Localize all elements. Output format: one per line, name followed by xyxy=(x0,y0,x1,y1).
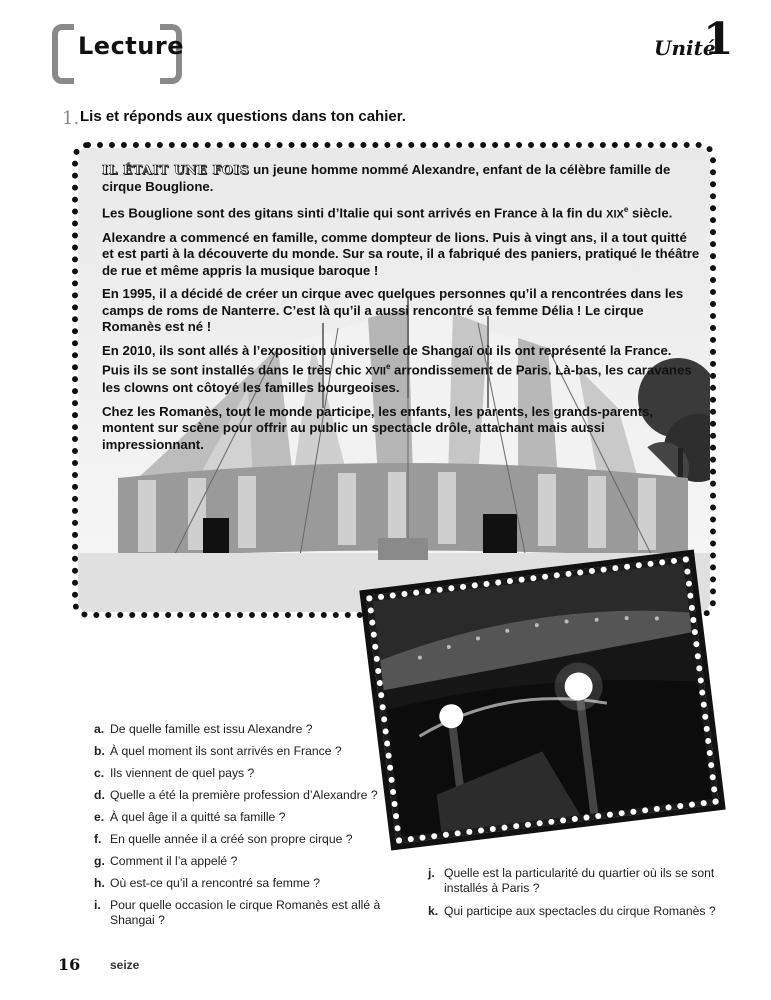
question-text: Comment il l’a appelé ? xyxy=(110,854,238,868)
question-letter: f. xyxy=(94,832,102,846)
story-paragraph xyxy=(102,162,702,195)
century-numeral: XVII xyxy=(365,365,386,378)
story-paragraph xyxy=(102,202,702,223)
question-text: Où est-ce qu’il a rencontré sa femme ? xyxy=(110,876,320,890)
story-text: siècle. xyxy=(628,205,673,221)
question-text: Pour quelle occasion le cirque Romanès est allé à Shangai ? xyxy=(110,898,381,927)
circus-interior-illustration xyxy=(373,563,713,837)
unit-number: 1 xyxy=(703,14,734,65)
question-text: En quelle année il a créé son propre cirque ? xyxy=(110,832,353,846)
circus-tent-photo xyxy=(72,142,716,618)
century-suffix: e xyxy=(623,205,629,214)
circus-interior-photo xyxy=(366,556,719,844)
unit-label: Unité xyxy=(654,36,716,60)
header-bracket-left xyxy=(52,24,74,84)
page-number: 16 xyxy=(58,955,81,974)
exercise-instruction: Lis et réponds aux questions dans ton cahier. xyxy=(80,108,406,125)
exercise-number: 1. xyxy=(62,108,80,129)
story-paragraph: Chez les Romanès, tout le monde participe, les enfants, les parents, les grands-parents, montent sur scène pour offrir au public un spectacle drôle, attachant mais aussi impressionnant. xyxy=(102,403,654,452)
tent-entrance xyxy=(203,518,229,558)
question-letter: b. xyxy=(94,744,105,758)
section-title: Lecture xyxy=(78,32,184,60)
story-text: arrondissement de Paris. Là-bas, les caravanes les clowns ont côtoyé les familles bourgeoises. xyxy=(102,362,692,396)
question-letter: d. xyxy=(94,788,105,802)
question-text: Qui participe aux spectacles du cirque Romanès ? xyxy=(444,904,716,918)
story-text: En 2010, ils sont allés à l’exposition universelle de Shangaï où ils ont représenté la France. Puis ils se sont installés dans le très chic xyxy=(102,342,672,378)
question-letter: c. xyxy=(94,766,105,780)
question-text: Ils viennent de quel pays ? xyxy=(110,766,255,780)
question-text: Quelle est la particularité du quartier où ils se sont installés à Paris ? xyxy=(444,866,715,895)
page-number-word: seize xyxy=(110,958,140,972)
question-letter: i. xyxy=(94,898,101,912)
story-lead: IL ÉTAIT UNE FOIS xyxy=(102,162,250,177)
crate xyxy=(378,538,428,560)
question-text: De quelle famille est issu Alexandre ? xyxy=(110,722,313,736)
story-paragraph: En 1995, il a décidé de créer un cirque avec quelques personnes qu’il a rencontrées dans les camps de roms de Nanterre. C’est là qu’il a aussi rencontré sa femme Délia ! Le cirque Romanès est né ! xyxy=(102,286,684,335)
question-letter: e. xyxy=(94,810,105,824)
question-letter: j. xyxy=(428,866,435,880)
question-text: Quelle a été la première profession d’Alexandre ? xyxy=(110,788,378,802)
reading-text xyxy=(102,162,702,460)
question-letter: k. xyxy=(428,904,439,918)
question-text: À quel âge il a quitté sa famille ? xyxy=(110,810,286,824)
question-letter: g. xyxy=(94,854,105,868)
question-letter: h. xyxy=(94,876,105,890)
story-text: Les Bouglione sont des gitans sinti d’Italie qui sont arrivés en France à la fin du xyxy=(102,205,607,221)
century-numeral: XIX xyxy=(606,208,624,221)
century-suffix: e xyxy=(385,362,391,372)
question-text: À quel moment ils sont arrivés en France ? xyxy=(110,744,342,758)
question-letter: a. xyxy=(94,722,105,736)
story-paragraph: Alexandre a commencé en famille, comme dompteur de lions. Puis à vingt ans, il a tout quitté et est parti à la découverte du monde. Sur sa route, il a fabriqué des paniers, pratiqué le théâtre de rue et même appris la musique baroque ! xyxy=(102,229,700,278)
story-paragraph xyxy=(102,343,702,397)
tent-entrance xyxy=(483,514,517,556)
story-text: un jeune homme nommé Alexandre, enfant de la célèbre famille de cirque Bouglione. xyxy=(102,162,671,194)
